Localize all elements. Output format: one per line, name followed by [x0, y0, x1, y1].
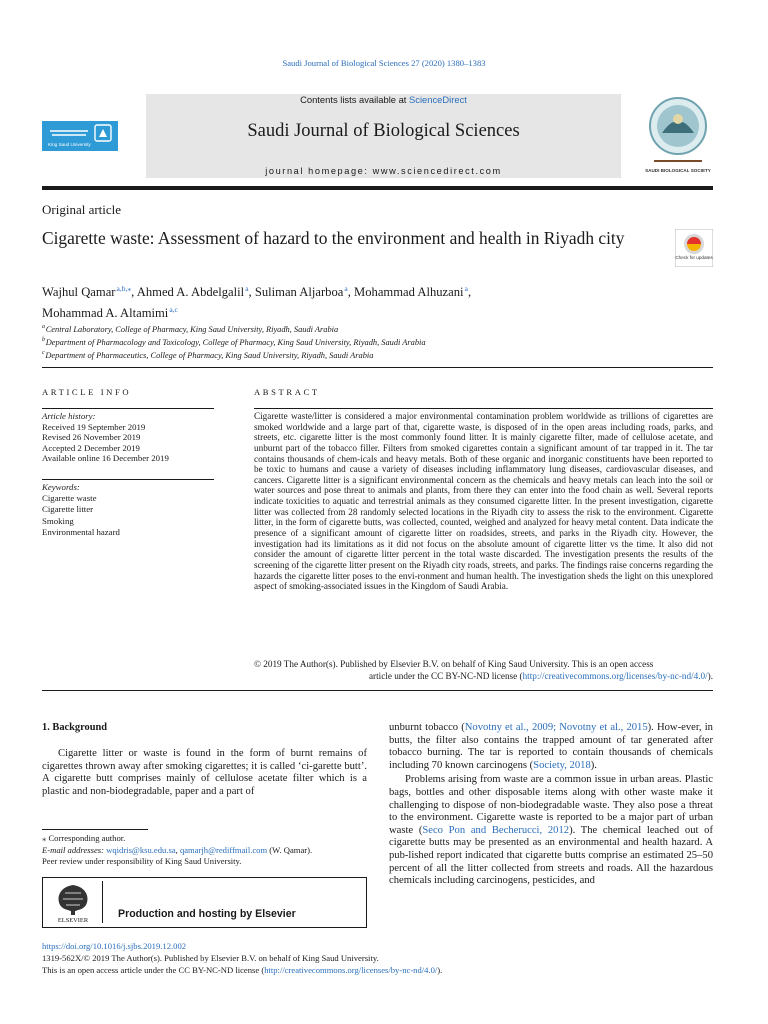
article-info-heading: ARTICLE INFO	[42, 387, 132, 397]
body-column-right	[389, 722, 713, 888]
header-rule	[42, 186, 713, 190]
footnote-rule	[42, 829, 148, 830]
email-addresses	[42, 845, 372, 857]
saudi-biological-society-logo-icon	[640, 95, 716, 177]
body-paragraph	[389, 722, 713, 772]
affiliation-item	[42, 335, 642, 348]
abstract-license	[254, 671, 713, 681]
reference-link[interactable]: Society, 2018	[533, 759, 591, 771]
text-run: Problems arising from waste are a common issue in urban areas. Plastic bags, bottles and other disposable items along with other waste make it challenging to dispose of non-biodegradable waste. They also pose a threat to the environment. Cigarette waste is reported to be a major part of urban waste (	[389, 774, 713, 836]
article-type: Original article	[42, 202, 122, 217]
keywords	[42, 482, 120, 538]
journal-citation[interactable]: Saudi Journal of Biological Sciences 27 (2020) 1380–1383	[282, 58, 486, 68]
peer-review-note: Peer review under responsibility of King Saud University.	[42, 856, 242, 866]
text-run: ).	[590, 759, 597, 771]
elsevier-label: ELSEVIER	[57, 917, 89, 923]
text-run: ). The chemical leached out of cigarette butts may be presented as an environmental and health hazard. A pub-lished report indicated that cigarette butts comprise an estimated 25–50 percent of all the litter collected from streets and roads. All the hazardous chemicals including carcinogens, pesticides, and	[389, 824, 714, 887]
affiliation-text: Department of Pharmacology and Toxicology, College of Pharmacy, King Saud University, Riyadh, Saudi Arabia	[45, 338, 426, 347]
keyword-item: Cigarette litter	[42, 504, 94, 515]
keyword-item: Cigarette waste	[42, 493, 97, 504]
ksu-logo-text: King Saud University	[48, 142, 91, 147]
article-info-rule	[42, 408, 214, 409]
corresponding-author-note: ⁎ Corresponding author.	[42, 833, 126, 843]
body-paragraph	[389, 774, 713, 887]
elsevier-tree-icon	[50, 881, 96, 923]
history-item: Available online 16 December 2019	[42, 453, 169, 464]
abstract-heading: ABSTRACT	[254, 387, 320, 397]
text-run: ). How-ever, in butts, the filter also contains the trapped amount of tar generated after tobacco burning. The tar is reported to contain thousands of chemicals including 70 known carcinogens (	[389, 722, 713, 771]
license-prefix: This is an open access article under the CC BY-NC-ND license (	[42, 965, 265, 975]
author-affiliation-marker[interactable]: a,b,⁎	[116, 284, 132, 293]
footnotes	[42, 833, 372, 868]
production-hosting-text: Production and hosting by Elsevier	[118, 908, 296, 920]
sciencedirect-link[interactable]: ScienceDirect	[409, 94, 467, 105]
ksu-logo-icon	[42, 121, 118, 151]
issn-line: 1319-562X/© 2019 The Author(s). Published by Elsevier B.V. on behalf of King Saud University.	[42, 953, 379, 963]
email-separator: ,	[175, 844, 180, 855]
contents-prefix: Contents lists available at	[300, 94, 410, 105]
section-rule	[42, 367, 713, 368]
affiliation-marker: c	[42, 350, 45, 357]
article-title: Cigarette waste: Assessment of hazard to the environment and health in Riyadh city	[42, 228, 625, 248]
doi-url[interactable]: https://doi.org/10.1016/j.sjbs.2019.12.002	[42, 941, 187, 951]
article-history	[42, 411, 169, 464]
history-item: Received 19 September 2019	[42, 421, 146, 432]
license-suffix: ).	[437, 965, 443, 975]
doi-link[interactable]	[42, 941, 186, 951]
author-affiliation-marker[interactable]: a,c	[169, 305, 178, 315]
keywords-label: Keywords:	[42, 482, 80, 492]
affiliation-marker: a	[42, 324, 45, 330]
affiliation-list	[42, 322, 642, 362]
history-item: Revised 26 November 2019	[42, 432, 141, 443]
society-logo-text: SAUDI BIOLOGICAL SOCIETY	[645, 168, 711, 173]
license-suffix: ).	[707, 671, 713, 681]
author-name[interactable]: Suliman Aljarboa	[254, 285, 344, 300]
email-link[interactable]: wqidris@ksu.edu.sa	[106, 844, 176, 855]
affiliation-item	[42, 348, 642, 361]
text-run: unburnt tobacco (	[389, 722, 465, 733]
publisher-divider	[102, 881, 103, 923]
author-affiliation-marker[interactable]: a	[344, 284, 348, 293]
journal-title: Saudi Journal of Biological Sciences	[247, 121, 520, 141]
abstract-rule	[254, 408, 713, 409]
keywords-rule	[42, 479, 214, 480]
author-name[interactable]: Wajhul Qamar	[42, 285, 116, 300]
email-label: E-mail addresses:	[42, 844, 107, 855]
email-link[interactable]: qamarjh@rediffmail.com	[179, 844, 268, 855]
author-affiliation-marker[interactable]: a	[245, 284, 249, 293]
check-for-updates-icon[interactable]	[675, 229, 713, 267]
history-label: Article history:	[42, 411, 96, 421]
affiliation-marker: b	[42, 337, 45, 344]
email-suffix: (W. Qamar).	[267, 844, 313, 855]
license-prefix: article under the CC BY-NC-ND license (	[368, 671, 523, 681]
author-list: Wajhul Qamar $^{a,b,⁎}$, Ahmed A. Abdelgalil $^a$, Suliman Aljarboa $^a$, Mohammad Alhuzani $^a$, Mohammad A. Altamimi $^{a,c}$	[42, 284, 472, 321]
abstract-copyright: © 2019 The Author(s). Published by Elsevier B.V. on behalf of King Saud University. This is an open access	[254, 659, 654, 669]
body-paragraph: Cigarette litter or waste is found in the form of burnt remains of cigarettes thrown away after smoking cigarettes; it is called ‘ci-garette butt’. A cigarette butt comprises mainly of cellulose acetate filter which is a plastic and non-biodegradable, paper and a part of	[42, 748, 367, 797]
section-heading: 1. Background	[42, 722, 108, 733]
keyword-item: Smoking	[42, 515, 74, 526]
footer-license	[42, 965, 442, 975]
section-rule	[42, 690, 713, 691]
journal-homepage[interactable]: journal homepage: www.sciencedirect.com	[265, 166, 502, 176]
affiliation-text: Central Laboratory, College of Pharmacy, King Saud University, Riyadh, Saudi Arabia	[45, 324, 339, 334]
affiliation-item	[42, 322, 642, 335]
keyword-item: Environmental hazard	[42, 526, 120, 537]
reference-link[interactable]: Novotny et al., 2009; Novotny et al., 2015	[464, 722, 648, 733]
author-name[interactable]: Mohammad A. Altamimi	[42, 306, 169, 321]
author-name[interactable]: Ahmed A. Abdelgalil	[136, 285, 245, 300]
license-link[interactable]: http://creativecommons.org/licenses/by-nc-nd/4.0/	[522, 671, 708, 681]
history-item: Accepted 2 December 2019	[42, 442, 140, 453]
contents-available-line	[146, 94, 621, 105]
author-name[interactable]: Mohammad Alhuzani	[354, 285, 464, 300]
author-affiliation-marker[interactable]: a	[464, 284, 468, 293]
body-column-left	[42, 748, 367, 798]
abstract-text: Cigarette waste/litter is considered a major environmental contamination problem worldwide as trillions of cigarettes are smoked worldwide and a large part of that, cigarette waste, is disposed of in the open areas including roads, parks, and streets, etc. cigarette litter is the most commonly found litter. It is mainly cigarette filter, made of cellulose acetate, and unburnt part of the tobacco filler. Filters from smoked cigarettes contain a significant amount of tar trapped in it. The tar contains thousands of chem-icals and heavy metals. Both of these organic and inorganic constituents have been reported to be toxic to humans and cause a variety of diseases including inflammatory lung diseases, cardiovascular diseases, and cancers. Cigarette litter is a significant environmental concern as the chemicals and heavy metals can leach into the soil or water sources and pose threat to animals and plants, from there they can enter into the food chain as well. Several reports indicate toxicities to aquatic and terrestrial animals as they consumed cigarette litter. In the present investigation, cigarette litter was collected from 28 randomly selected locations in the Riyadh city to assess the risk to the environment. Cigarette litter, in the form of cigarette butts, was collected, counted, weighed and analyzed for heavy metal content. Data indicate the presence of a significant amount of cigarette litter on roadsides, streets, and parks in the Riyadh city. However, the investigation had its limitations as it did not focus on the absolute amount of cigarette litter vs the time. It also did not consider the amount of cigarette litter percent in the total waste discarded. The investigation presents the results of the screening of the cigarette litter present on the Riyadh city roads, streets, and parks. The findings raise concerns regarding the hazards the cigarette litter poses to the envi-ronment and human health. The investigation sheds the light on this unexplored aspect of smoking-associated issues in the Kingdom of Saudi Arabia.	[254, 411, 713, 592]
license-link[interactable]: http://creativecommons.org/licenses/by-nc-nd/4.0/	[264, 965, 438, 975]
check-updates-label: Check for updates	[675, 255, 713, 260]
affiliation-text: Department of Pharmaceutics, College of Pharmacy, King Saud University, Riyadh, Saudi Arabia	[45, 351, 374, 361]
reference-link[interactable]: Seco Pon and Becherucci, 2012	[422, 824, 570, 836]
